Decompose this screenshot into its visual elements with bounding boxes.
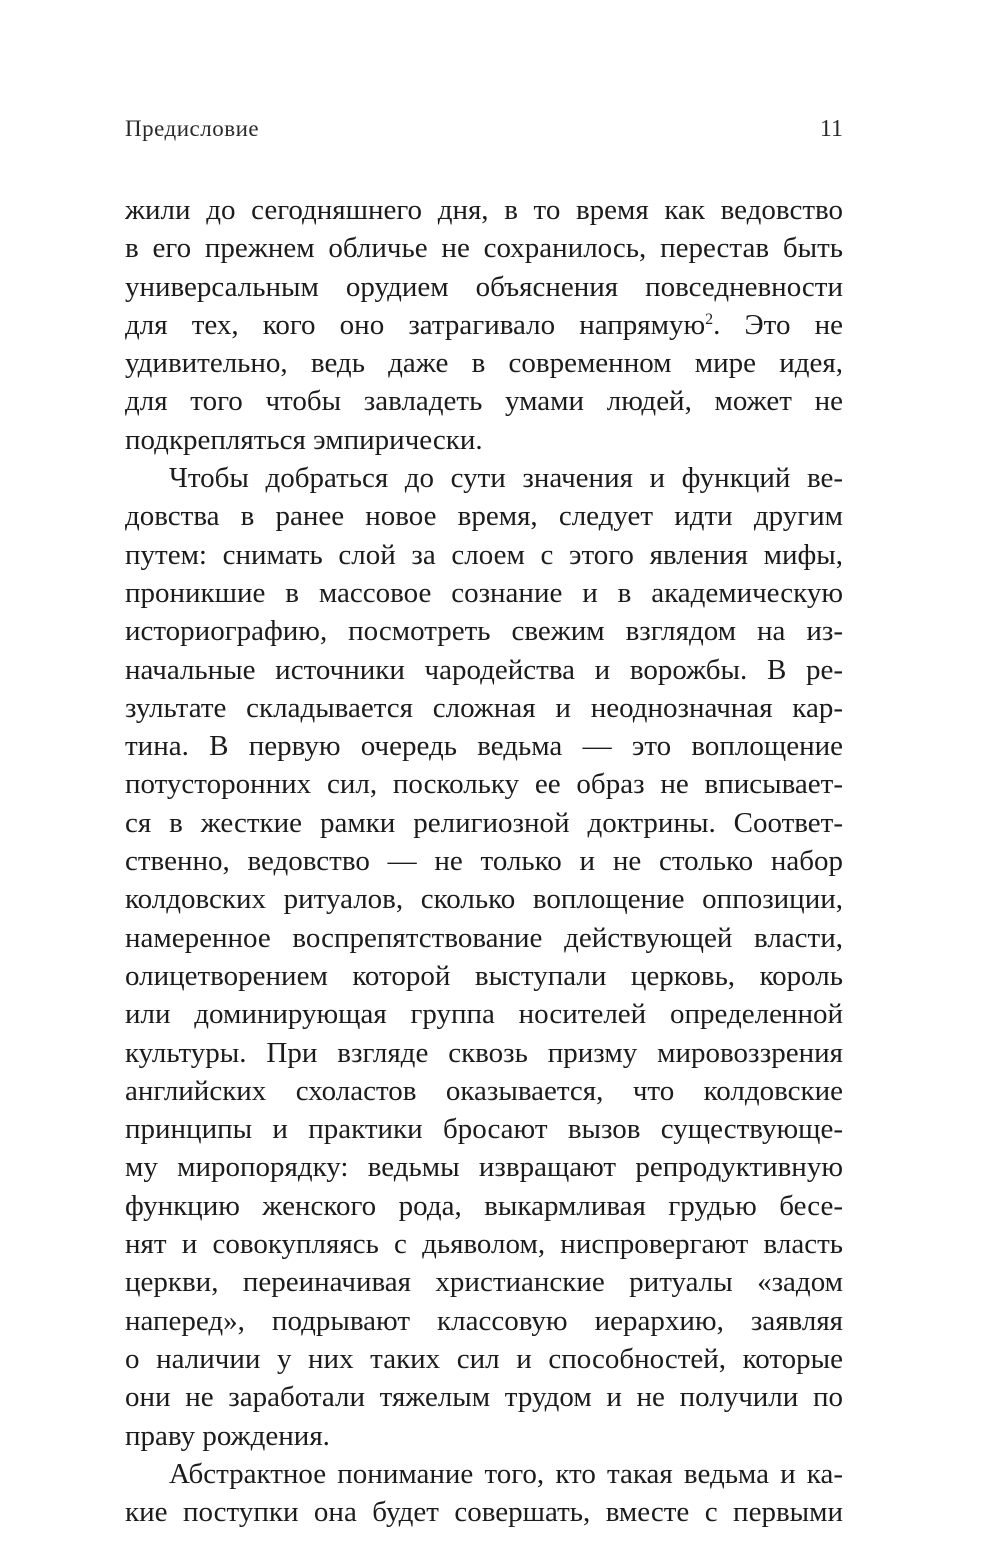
text-line: кие поступки она будет совершать, вместе с первыми: [125, 1496, 843, 1529]
body-text: [125, 191, 843, 1531]
text-line: проникшие в массовое сознание и в академическую: [125, 576, 843, 609]
text-line: ся в жесткие рамки религиозной доктрины. Соответ-: [125, 806, 843, 839]
text-line: путем: снимать слой за слоем с этого явления мифы,: [125, 538, 843, 571]
footnote-reference[interactable]: 2: [705, 310, 714, 328]
text-line: для того чтобы завладеть умами людей, может не: [125, 385, 843, 418]
text-line: церкви, переиначивая христианские ритуалы «задом: [125, 1266, 843, 1299]
text-line: принципы и практики бросают вызов существующе-: [125, 1113, 843, 1146]
paragraph-2: [125, 459, 843, 1455]
text-line: английских схоластов оказывается, что колдовские: [125, 1074, 843, 1107]
text-line: тина. В первую очередь ведьма — это воплощение: [125, 730, 843, 763]
page-number: 11: [819, 116, 843, 142]
text-line: функцию женского рода, выкармливая грудью бесе-: [125, 1189, 843, 1222]
text-line: в его прежнем обличье не сохранилось, перестав быть: [125, 232, 843, 265]
text-line: ственно, ведовство — не только и не столько набор: [125, 845, 843, 878]
running-head: [125, 116, 843, 150]
text-line: довства в ранее новое время, следует идти другим: [125, 500, 843, 533]
text-line: подкрепляться эмпирически.: [125, 423, 483, 456]
text-line: нят и совокупляясь с дьяволом, ниспровергают власть: [125, 1228, 843, 1261]
text-line: намеренное воспрепятствование действующей власти,: [125, 921, 843, 954]
text-line: Абстрактное понимание того, кто такая ведьма и ка-: [169, 1457, 843, 1490]
text-fragment: для тех, кого оно затрагивало напрямую: [125, 308, 706, 341]
text-line: му миропорядку: ведьмы извращают репродуктивную: [125, 1151, 843, 1184]
text-line: универсальным орудием объяснения повседневности: [125, 270, 843, 303]
text-line: наперед», подрывают классовую иерархию, заявляя: [125, 1304, 843, 1337]
text-line: историографию, посмотреть свежим взглядом на из-: [125, 615, 843, 648]
text-line: начальные источники чародейства и ворожбы. В ре-: [125, 653, 843, 686]
text-line: олицетворением которой выступали церковь, король: [125, 959, 843, 992]
text-line: Чтобы добраться до сути значения и функций ве-: [169, 462, 843, 495]
text-line: удивительно, ведь даже в современном мире идея,: [125, 347, 843, 380]
text-line: жили до сегодняшнего дня, в то время как ведовство: [125, 194, 843, 226]
text-line: или доминирующая группа носителей определенной: [125, 998, 843, 1031]
section-title: Предисловие: [125, 116, 260, 141]
text-line-with-footnote: [125, 306, 843, 344]
text-line: праву рождения.: [125, 1419, 330, 1452]
text-line: культуры. При взгляде сквозь призму мировоззрения: [125, 1036, 843, 1069]
text-line: потусторонних сил, поскольку ее образ не вписывает-: [125, 768, 843, 801]
text-line: они не заработали тяжелым трудом и не получили по: [125, 1381, 843, 1414]
text-line: зультате складывается сложная и неоднозначная кар-: [125, 691, 843, 724]
text-line: о наличии у них таких сил и способностей, которые: [125, 1342, 843, 1375]
text-fragment: . Это не: [713, 308, 843, 341]
paragraph-3: [125, 1455, 843, 1532]
text-line: колдовских ритуалов, сколько воплощение оппозиции,: [125, 883, 843, 916]
paragraph-1: [125, 191, 843, 459]
